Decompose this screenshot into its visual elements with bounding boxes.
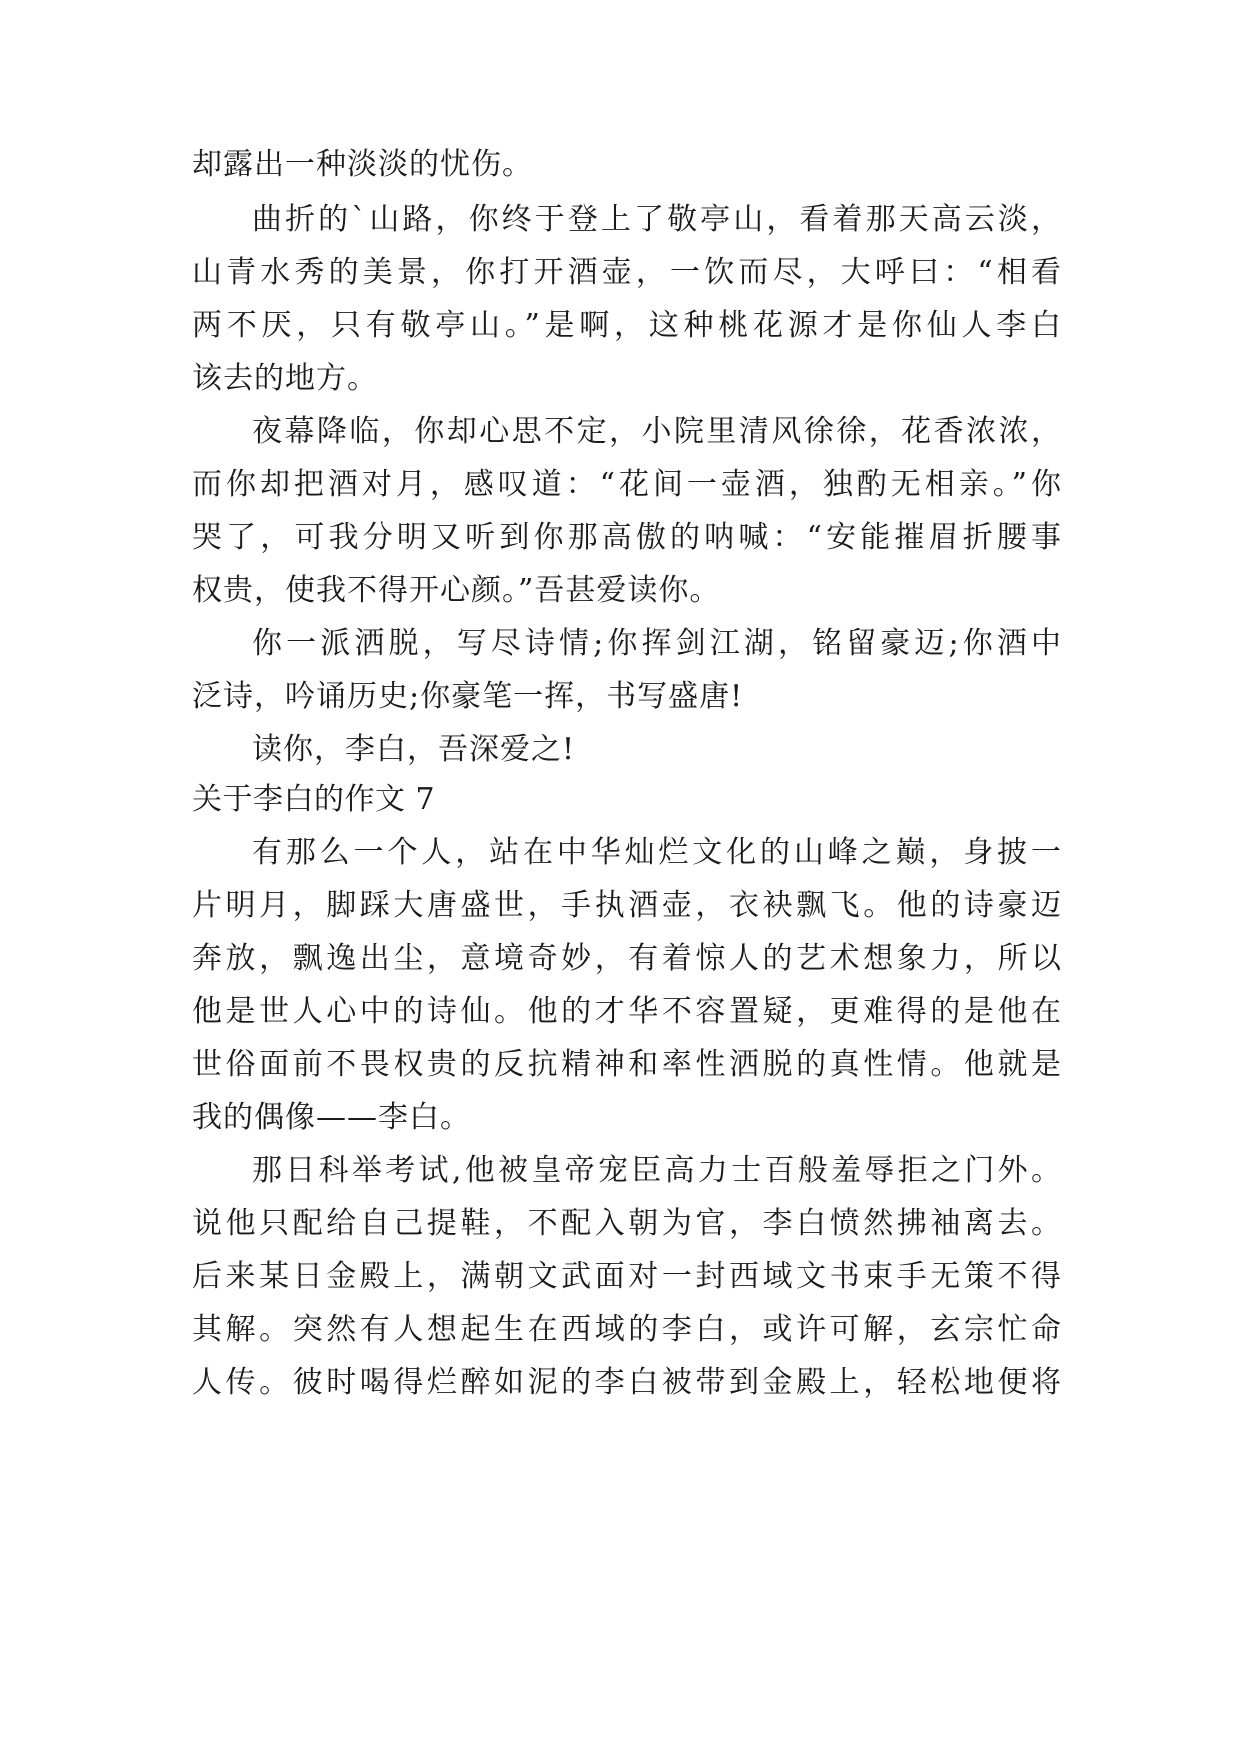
text-line: 说他只配给自己提鞋，不配入朝为官，李白愤然拂袖离去。 — [192, 1206, 1062, 1241]
text-line: 片明月，脚踩大唐盛世，手执酒壶，衣袂飘飞。他的诗豪迈 — [192, 888, 1062, 923]
text-line: 却露出一种淡淡的忧伤。 — [192, 147, 533, 182]
text-line: 山青水秀的美景，你打开酒壶，一饮而尽，大呼曰：“相看 — [192, 255, 1062, 290]
paragraph-first-line: 曲折的`山路，你终于登上了敬亭山，看着那天高云淡， — [252, 202, 1062, 237]
text-line: 世俗面前不畏权贵的反抗精神和率性洒脱的真性情。他就是 — [192, 1047, 1062, 1082]
text-line: 哭了，可我分明又听到你那高傲的呐喊：“安能摧眉折腰事 — [192, 520, 1062, 555]
text-line: 人传。彼时喝得烂醉如泥的李白被带到金殿上，轻松地便将 — [192, 1365, 1062, 1400]
paragraph-first-line: 夜幕降临，你却心思不定，小院里清风徐徐，花香浓浓， — [252, 414, 1062, 449]
paragraph-first-line: 有那么一个人，站在中华灿烂文化的山峰之巅，身披一 — [252, 835, 1062, 870]
text-line: 两不厌，只有敬亭山。”是啊，这种桃花源才是你仙人李白 — [192, 308, 1062, 343]
paragraph-first-line: 你一派洒脱，写尽诗情;你挥剑江湖，铭留豪迈;你酒中 — [252, 626, 1062, 661]
text-line: 权贵，使我不得开心颜。”吾甚爱读你。 — [192, 573, 721, 608]
text-line: 泛诗，吟诵历史;你豪笔一挥，书写盛唐! — [192, 679, 744, 714]
text-line: 后来某日金殿上，满朝文武面对一封西域文书束手无策不得 — [192, 1259, 1062, 1294]
text-line: 奔放，飘逸出尘，意境奇妙，有着惊人的艺术想象力，所以 — [192, 941, 1062, 976]
text-line: 该去的地方。 — [192, 361, 378, 396]
text-line: 而你却把酒对月，感叹道：“花间一壶酒，独酌无相亲。”你 — [192, 467, 1062, 502]
text-line: 我的偶像——李白。 — [192, 1100, 471, 1135]
text-line: 其解。突然有人想起生在西域的李白，或许可解，玄宗忙命 — [192, 1312, 1062, 1347]
section-heading: 关于李白的作文 7 — [192, 782, 436, 817]
paragraph-first-line: 读你，李白，吾深爱之! — [252, 732, 576, 767]
text-line: 他是世人心中的诗仙。他的才华不容置疑，更难得的是他在 — [192, 994, 1062, 1029]
paragraph-first-line: 那日科举考试,他被皇帝宠臣高力士百般羞辱拒之门外。 — [252, 1153, 1062, 1188]
